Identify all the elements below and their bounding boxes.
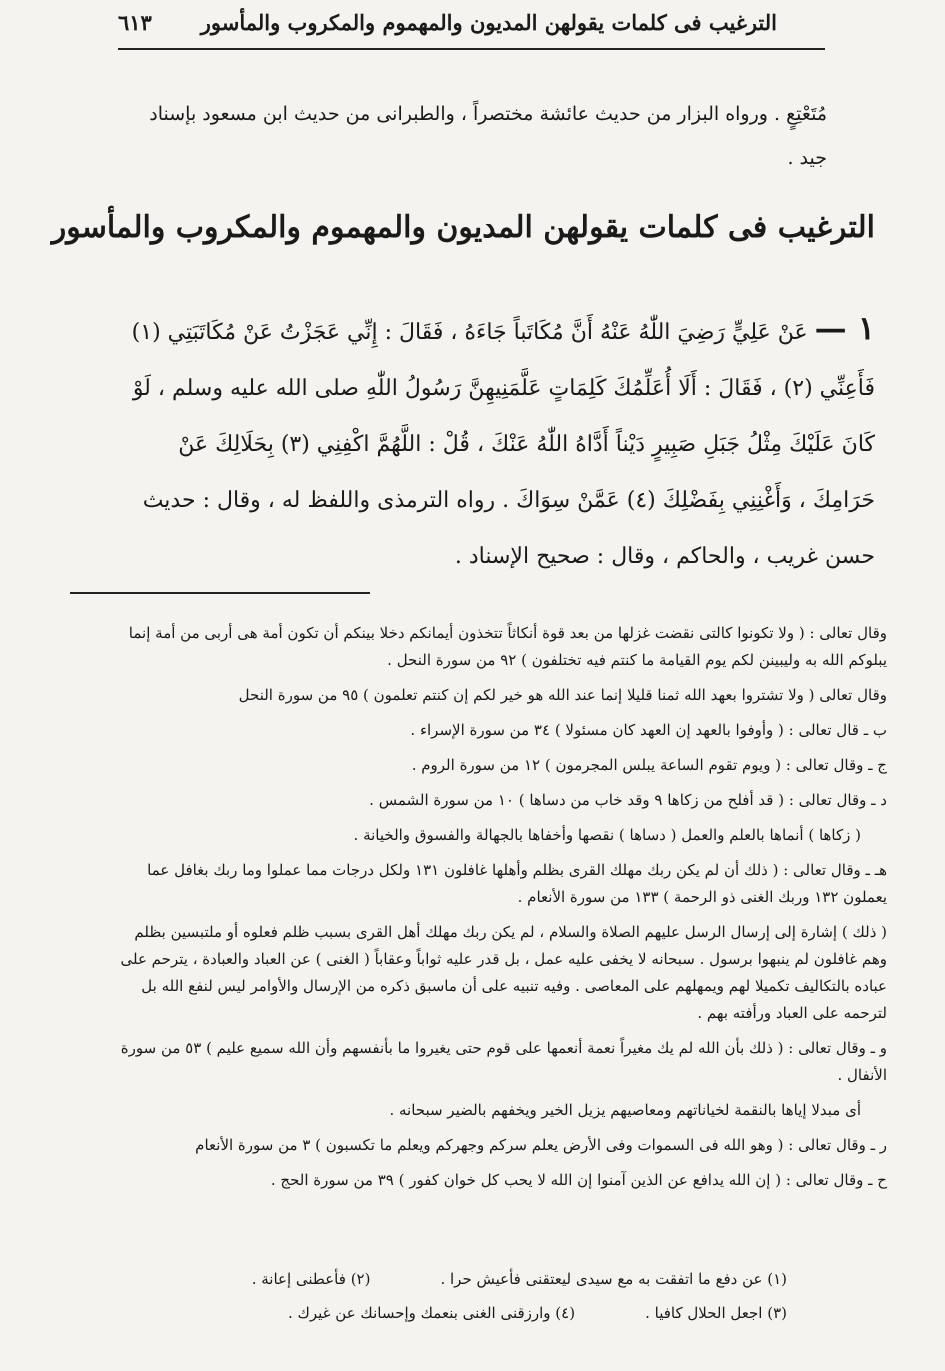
footnote-item: (١) عن دفع ما اتفقت به مع سيدى ليعتقنى فأعيش حرا . — [440, 1270, 787, 1288]
footnote-item: (٣) اجعل الحلال كافيا . — [645, 1304, 787, 1322]
note-paragraph: أى مبدلا إياها بالنقمة لخياناتهم ومعاصيهم يزيل الخير ويخفهم بالضير سبحانه . — [389, 1101, 861, 1119]
footnotes — [118, 1262, 887, 1330]
note-paragraph: ح ـ وقال تعالى : ( إن الله يدافع عن الذين آمنوا إن الله لا يحب كل خوان كفور ) ٣٩ من سورة الحج . — [270, 1171, 887, 1189]
note-paragraph: ( زكاها ) أنماها بالعلم والعمل ( دساها ) نقصها وأخفاها بالجهالة والفسوق والخيانة . — [353, 826, 861, 844]
note-paragraph: ج ـ وقال تعالى : ( ويوم تقوم الساعة يبلس المجرمون ) ١٢ من سورة الروم . — [411, 756, 887, 774]
note-paragraph: ب ـ قال تعالى : ( وأوفوا بالعهد إن العهد كان مسئولا ) ٣٤ من سورة الإسراء . — [410, 721, 887, 739]
note-paragraph: هـ ـ وقال تعالى : ( ذلك أن لم يكن ربك مهلك القرى بظلم وأهلها غافلون ١٣١ ولكل درجات مما عملوا وما ربك بغافل عما يعملون ١٣٢ وربك الغنى ذو الرحمة ) ١٣٣ من سورة الأنعام . — [147, 861, 887, 906]
running-header — [118, 10, 777, 46]
hadith-number: ١ — — [814, 309, 875, 347]
note-paragraph: ر ـ وقال تعالى : ( وهو الله فى السموات وفى الأرض يعلم سركم وجهركم ويعلم ما تكسبون ) ٣ من سورة الأنعام — [195, 1136, 887, 1154]
hadith-text: عَنْ عَلِيٍّ رَضِيَ اللّٰهُ عَنْهُ أَنَّ مُكَاتَباً جَاءَهُ ، فَقَالَ : إِنِّي عَجَزْتُ عَنْ مُكَاتَبَتِي (١) فَأَعِنِّي (٢) ، فَقَالَ : أَلَا أُعَلِّمُكَ كَلِمَاتٍ عَلَّمَنِيهِنَّ رَسُولُ اللّٰهِ صلى الله عليه وسلم ، لَوْ كَانَ عَلَيْكَ مِثْلُ جَبَلِ صَبِيرٍ دَيْناً أَدَّاهُ اللّٰهُ عَنْكَ ، قُلْ : اللَّهُمَّ اكْفِنِي (٣) بِحَلَالِكَ عَنْ حَرَامِكَ ، وَأَغْنِنِي بِفَضْلِكَ (٤) عَمَّنْ سِوَاكَ . رواه الترمذى واللفظ له ، وقال : حديث حسن غريب ، والحاكم ، وقال : صحيح الإسناد . — [131, 320, 875, 569]
footnote-item: (٢) فأعطنى إعانة . — [251, 1270, 371, 1288]
header-rule — [118, 48, 825, 50]
footnote-row — [118, 1296, 887, 1330]
intro-paragraph: مُتَعْتِعٍ . ورواه البزار من حديث عائشة مختصراً ، والطبرانى من حديث ابن مسعود بإسناد جيد . — [149, 103, 827, 169]
note-paragraph: ( ذلك ) إشارة إلى إرسال الرسل عليهم الصلاة والسلام ، لم يكن ربك مهلك أهل القرى بسبب ظلم فعلوه أو ملتبسين بظلم وهم غافلون لم ينبهوا برسول . سبحانه لا يخفى عليه عمل ، بل قدر عليه ثواباً وعقاباً ( الغنى ) عن العباد والعبادة ، يترحم على عباده بالتكاليف تكميلا لهم ويمهلهم على المعاصى . وفيه تنبيه على أن ماسبق ذكره من الإرسال والأوامر ليس لنفع الله بل لترحمه على العباد ورأفته بهم . — [120, 923, 887, 1022]
hadith-paragraph — [118, 300, 875, 585]
footnote-item: (٤) وارزقنى الغنى بنعمك وإحسانك عن غيرك . — [287, 1304, 576, 1322]
note-paragraph: وقال تعالى : ( ولا تكونوا كالتى نقضت غزلها من بعد قوة أنكاثاً تتخذون أيمانكم دخلا بينكم أن تكون أمة هى أربى من أمة إنما يبلوكم الله به وليبينن لكم يوم القيامة ما كنتم فيه تختلفون ) ٩٢ من سورة النحل . — [128, 624, 887, 669]
footnote-divider — [70, 592, 370, 594]
footnote-row — [118, 1262, 887, 1296]
section-title: الترغيب فى كلمات يقولهن المديون والمهموم والمكروب والمأسور — [51, 210, 875, 245]
note-paragraph: وقال تعالى ( ولا تشتروا بعهد الله ثمنا قليلا إنما عند الله هو خير لكم إن كنتم تعلمون ) ٩٥ من سورة النحل — [238, 686, 887, 704]
commentary-notes — [118, 620, 887, 1202]
note-paragraph: د ـ وقال تعالى : ( قد أفلح من زكاها ٩ وقد خاب من دساها ) ١٠ من سورة الشمس . — [369, 791, 887, 809]
page-number: ٦١٣ — [118, 10, 152, 35]
note-paragraph: و ـ وقال تعالى : ( ذلك بأن الله لم يك مغيراً نعمة أنعمها على قوم حتى يغيروا ما بأنفسهم وأن الله سميع عليم ) ٥٣ من سورة الأنفال . — [120, 1039, 887, 1084]
header-title: الترغيب فى كلمات يقولهن المديون والمهموم والمكروب والمأسور — [200, 10, 777, 35]
